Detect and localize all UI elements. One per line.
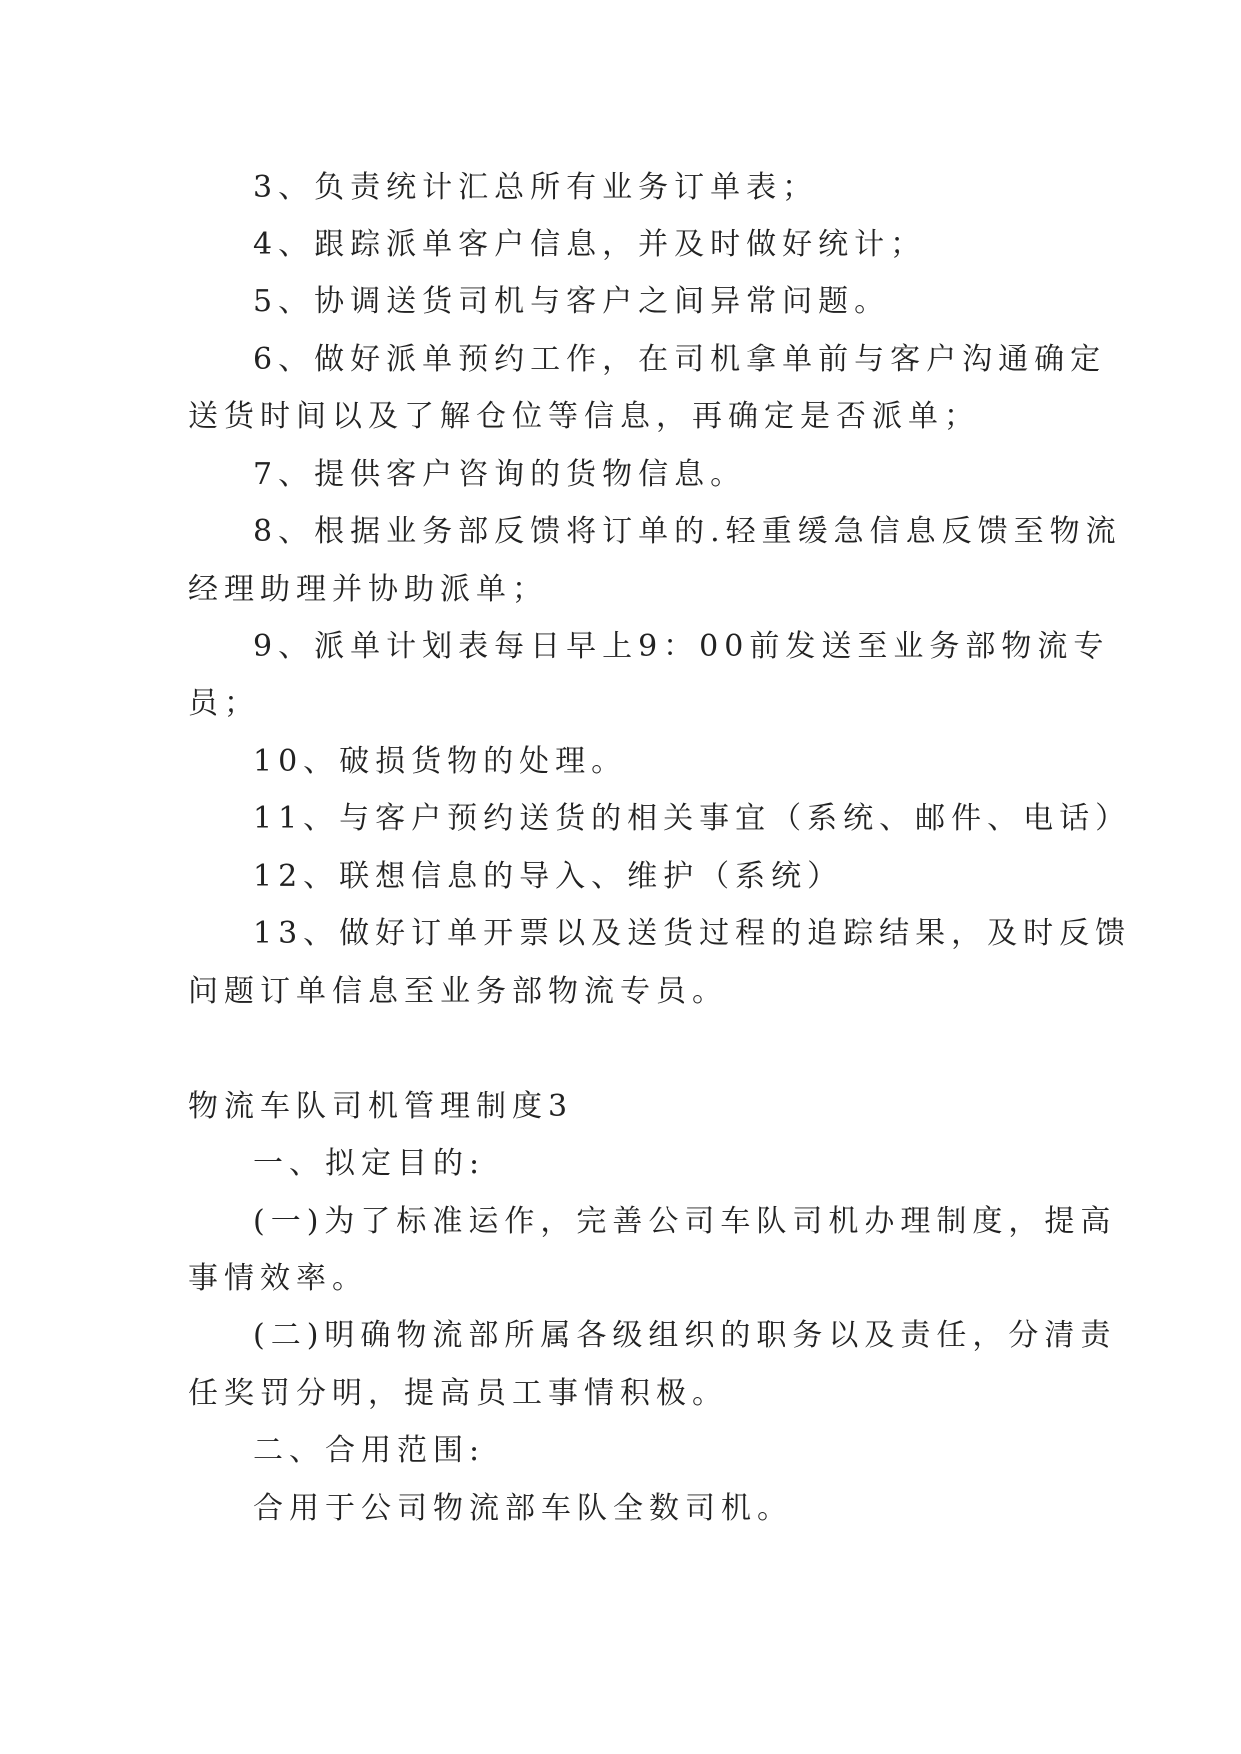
item-11-text: 11、与客户预约送货的相关事宜（系统、邮件、电话） bbox=[253, 801, 1132, 836]
purpose-item-1-line-1: (一)为了标准运作，完善公司车队司机办理制度，提高 bbox=[253, 1204, 1117, 1239]
purpose-item-1-line-2: 事情效率。 bbox=[188, 1261, 368, 1296]
item-3-text: 3、负责统计汇总所有业务订单表； bbox=[253, 170, 819, 205]
item-9-text-line-1: 9、派单计划表每日早上9：00前发送至业务部物流专 bbox=[253, 629, 1110, 664]
item-6-text-line-2: 送货时间以及了解仓位等信息，再确定是否派单； bbox=[188, 399, 980, 434]
scope-text: 合用于公司物流部车队全数司机。 bbox=[253, 1491, 793, 1526]
item-9-text-line-2: 员； bbox=[188, 686, 260, 721]
item-13-text-line-2: 问题订单信息至业务部物流专员。 bbox=[188, 974, 728, 1009]
item-7-text: 7、提供客户咨询的货物信息。 bbox=[253, 457, 747, 492]
item-8-text-line-2: 经理助理并协助派单； bbox=[188, 572, 548, 607]
item-8-text-line-1: 8、根据业务部反馈将订单的.轻重缓急信息反馈至物流 bbox=[253, 514, 1122, 549]
scope-heading: 二、合用范围: bbox=[253, 1433, 486, 1468]
purpose-item-2-line-1: (二)明确物流部所属各级组织的职务以及责任，分清责 bbox=[253, 1318, 1117, 1353]
item-5-text: 5、协调送货司机与客户之间异常问题。 bbox=[253, 284, 891, 319]
item-6-text-line-1: 6、做好派单预约工作，在司机拿单前与客户沟通确定 bbox=[253, 342, 1107, 377]
item-13-text-line-1: 13、做好订单开票以及送货过程的追踪结果，及时反馈 bbox=[253, 916, 1132, 951]
section-heading: 物流车队司机管理制度3 bbox=[188, 1089, 574, 1124]
item-12-text: 12、联想信息的导入、维护（系统） bbox=[253, 859, 844, 894]
purpose-heading: 一、拟定目的: bbox=[253, 1146, 486, 1181]
item-4-text: 4、跟踪派单客户信息，并及时做好统计； bbox=[253, 227, 927, 262]
purpose-item-2-line-2: 任奖罚分明，提高员工事情积极。 bbox=[188, 1376, 728, 1411]
item-10-text: 10、破损货物的处理。 bbox=[253, 744, 628, 779]
